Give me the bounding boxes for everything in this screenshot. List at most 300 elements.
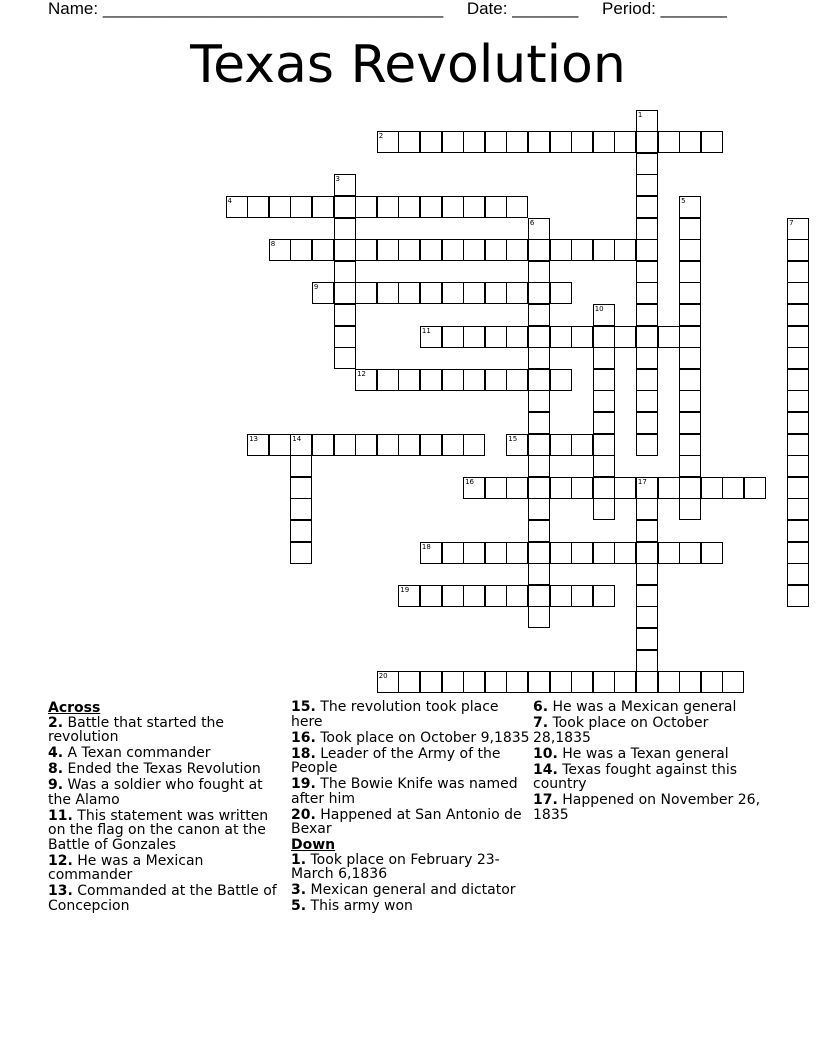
grid-cell[interactable] (679, 239, 701, 261)
grid-cell[interactable] (679, 304, 701, 326)
grid-cell[interactable] (593, 390, 615, 412)
grid-cell[interactable] (528, 542, 550, 564)
grid-cell[interactable] (334, 239, 356, 261)
grid-cell[interactable] (787, 520, 809, 542)
clue-number: 18 (421, 542, 431, 551)
clue-text: Battle that started the revolution (48, 714, 225, 745)
across-clue (291, 731, 531, 746)
clue-text: Took place on February 23- March 6,1836 (291, 851, 500, 882)
clue-number-label: 8. (48, 761, 64, 777)
grid-cell[interactable] (290, 542, 312, 564)
grid-cell[interactable] (312, 434, 334, 456)
grid-cell[interactable] (506, 131, 528, 153)
grid-cell[interactable] (679, 261, 701, 283)
grid-cell[interactable] (636, 650, 658, 672)
grid-cell[interactable] (744, 477, 766, 499)
grid-cell[interactable] (636, 282, 658, 304)
clue-column-3 (533, 700, 768, 824)
grid-cell[interactable] (571, 542, 593, 564)
grid-cell[interactable] (636, 369, 658, 391)
grid-cell[interactable] (355, 282, 377, 304)
grid-cell[interactable] (787, 390, 809, 412)
grid-cell[interactable] (722, 477, 744, 499)
grid-cell[interactable] (593, 412, 615, 434)
grid-cell[interactable] (506, 196, 528, 218)
grid-cell[interactable] (290, 520, 312, 542)
clue-number: 3 (335, 175, 340, 184)
clue-number-label: 13. (48, 883, 73, 899)
grid-cell[interactable] (528, 304, 550, 326)
grid-cell[interactable] (442, 239, 464, 261)
grid-cell[interactable] (290, 434, 312, 456)
grid-cell[interactable] (593, 239, 615, 261)
grid-cell[interactable] (528, 412, 550, 434)
grid-cell[interactable] (636, 239, 658, 261)
grid-cell[interactable] (463, 239, 485, 261)
down-heading: Down (291, 837, 336, 853)
grid-cell[interactable] (636, 628, 658, 650)
grid-cell[interactable] (636, 390, 658, 412)
name-blank[interactable]: ____________________________________ (102, 0, 444, 18)
grid-cell[interactable] (787, 218, 809, 240)
grid-cell[interactable] (614, 477, 636, 499)
grid-cell[interactable] (593, 369, 615, 391)
grid-cell[interactable] (463, 369, 485, 391)
clue-text: This statement was written on the flag on the canon at the Battle of Gonzales (48, 807, 269, 853)
grid-cell[interactable] (398, 369, 420, 391)
grid-cell[interactable] (377, 369, 399, 391)
grid-cell[interactable] (636, 606, 658, 628)
grid-cell[interactable] (593, 477, 615, 499)
grid-cell[interactable] (334, 326, 356, 348)
clue-number: 1 (637, 110, 643, 119)
grid-cell[interactable] (614, 671, 636, 693)
clue-number: 13 (249, 434, 259, 443)
grid-cell[interactable] (679, 498, 701, 520)
grid-cell[interactable] (787, 412, 809, 434)
grid-cell[interactable] (550, 434, 572, 456)
down-clue (291, 883, 531, 898)
grid-cell[interactable] (636, 347, 658, 369)
grid-cell[interactable] (636, 434, 658, 456)
clue-number-label: 5. (291, 898, 307, 914)
grid-cell[interactable] (398, 434, 420, 456)
grid-cell[interactable] (550, 282, 572, 304)
grid-cell[interactable] (528, 239, 550, 261)
grid-cell[interactable] (571, 239, 593, 261)
grid-cell[interactable] (528, 477, 550, 499)
clue-text: The Bowie Knife was named after him (291, 776, 518, 807)
clue-number-label: 4. (48, 745, 64, 761)
grid-cell[interactable] (334, 218, 356, 240)
grid-cell[interactable] (787, 347, 809, 369)
clue-number-label: 7. (533, 715, 549, 731)
grid-cell[interactable] (636, 520, 658, 542)
grid-cell[interactable] (506, 369, 528, 391)
clue-text: The revolution took place here (291, 699, 499, 730)
grid-cell[interactable] (614, 131, 636, 153)
grid-cell[interactable] (787, 304, 809, 326)
clue-number: 16 (465, 477, 475, 486)
grid-cell[interactable] (463, 131, 485, 153)
grid-cell[interactable] (658, 542, 680, 564)
grid-cell[interactable] (636, 304, 658, 326)
grid-cell[interactable] (614, 542, 636, 564)
grid-cell[interactable] (593, 671, 615, 693)
grid-cell[interactable] (550, 542, 572, 564)
grid-cell[interactable] (550, 326, 572, 348)
clue-text: Was a soldier who fought at the Alamo (48, 777, 263, 808)
down-clue (533, 793, 768, 822)
grid-cell[interactable] (550, 585, 572, 607)
grid-cell[interactable] (506, 282, 528, 304)
grid-cell[interactable] (442, 671, 464, 693)
grid-cell[interactable] (550, 239, 572, 261)
clue-text: Happened at San Antonio de Bexar (291, 806, 522, 837)
grid-cell[interactable] (247, 196, 269, 218)
grid-cell[interactable] (658, 131, 680, 153)
grid-cell[interactable] (334, 261, 356, 283)
grid-cell[interactable] (787, 585, 809, 607)
grid-cell[interactable] (247, 434, 269, 456)
grid-cell[interactable] (636, 174, 658, 196)
grid-cell[interactable] (398, 585, 420, 607)
grid-cell[interactable] (636, 412, 658, 434)
grid-cell[interactable] (506, 542, 528, 564)
grid-cell[interactable] (442, 196, 464, 218)
grid-cell[interactable] (355, 239, 377, 261)
clue-number: 6 (529, 218, 535, 227)
grid-cell[interactable] (420, 326, 442, 348)
grid-cell[interactable] (334, 282, 356, 304)
grid-cell[interactable] (269, 239, 291, 261)
grid-cell[interactable] (485, 239, 507, 261)
grid-cell[interactable] (679, 671, 701, 693)
grid-cell[interactable] (420, 542, 442, 564)
grid-cell[interactable] (485, 671, 507, 693)
grid-cell[interactable] (636, 326, 658, 348)
grid-cell[interactable] (787, 563, 809, 585)
grid-cell[interactable] (463, 477, 485, 499)
down-clue (533, 700, 768, 715)
grid-cell[interactable] (355, 196, 377, 218)
grid-cell[interactable] (442, 282, 464, 304)
grid-cell[interactable] (226, 196, 248, 218)
grid-cell[interactable] (550, 369, 572, 391)
grid-cell[interactable] (528, 326, 550, 348)
grid-cell[interactable] (787, 369, 809, 391)
clue-text: He was a Mexican general (548, 699, 737, 715)
clue-number: 9 (313, 283, 319, 292)
grid-cell[interactable] (506, 477, 528, 499)
grid-cell[interactable] (506, 434, 528, 456)
across-clue (48, 762, 288, 777)
across-clue (48, 884, 288, 913)
grid-cell[interactable] (614, 326, 636, 348)
grid-cell[interactable] (636, 542, 658, 564)
grid-cell[interactable] (636, 585, 658, 607)
grid-cell[interactable] (787, 282, 809, 304)
grid-cell[interactable] (679, 542, 701, 564)
grid-cell[interactable] (463, 434, 485, 456)
clue-number: 20 (378, 672, 388, 681)
grid-cell[interactable] (290, 239, 312, 261)
grid-cell[interactable] (442, 326, 464, 348)
grid-cell[interactable] (290, 455, 312, 477)
grid-cell[interactable] (528, 347, 550, 369)
grid-cell[interactable] (636, 671, 658, 693)
grid-cell[interactable] (290, 498, 312, 520)
grid-cell[interactable] (528, 498, 550, 520)
grid-cell[interactable] (787, 542, 809, 564)
grid-cell[interactable] (593, 326, 615, 348)
clue-number-label: 15. (291, 699, 316, 715)
grid-cell[interactable] (463, 542, 485, 564)
grid-cell[interactable] (528, 585, 550, 607)
grid-cell[interactable] (571, 131, 593, 153)
grid-cell[interactable] (355, 369, 377, 391)
grid-cell[interactable] (334, 174, 356, 196)
grid-cell[interactable] (528, 218, 550, 240)
grid-cell[interactable] (420, 282, 442, 304)
grid-cell[interactable] (506, 326, 528, 348)
grid-cell[interactable] (679, 412, 701, 434)
grid-cell[interactable] (334, 347, 356, 369)
grid-cell[interactable] (420, 585, 442, 607)
grid-cell[interactable] (334, 304, 356, 326)
grid-cell[interactable] (463, 671, 485, 693)
grid-cell[interactable] (528, 282, 550, 304)
grid-cell[interactable] (614, 239, 636, 261)
grid-cell[interactable] (377, 434, 399, 456)
grid-cell[interactable] (528, 434, 550, 456)
grid-cell[interactable] (506, 239, 528, 261)
name-label: Name: (48, 0, 99, 18)
clue-text: This army won (306, 898, 413, 914)
grid-cell[interactable] (701, 477, 723, 499)
clue-number-label: 16. (291, 729, 316, 746)
grid-cell[interactable] (420, 434, 442, 456)
grid-cell[interactable] (636, 131, 658, 153)
grid-cell[interactable] (442, 131, 464, 153)
grid-cell[interactable] (571, 477, 593, 499)
grid-cell[interactable] (528, 563, 550, 585)
grid-cell[interactable] (442, 369, 464, 391)
grid-cell[interactable] (398, 131, 420, 153)
clue-number: 19 (400, 585, 410, 594)
grid-cell[interactable] (355, 434, 377, 456)
grid-cell[interactable] (290, 196, 312, 218)
grid-cell[interactable] (377, 282, 399, 304)
grid-cell[interactable] (485, 542, 507, 564)
grid-cell[interactable] (636, 477, 658, 499)
grid-cell[interactable] (701, 131, 723, 153)
grid-cell[interactable] (442, 542, 464, 564)
grid-cell[interactable] (679, 326, 701, 348)
grid-cell[interactable] (528, 369, 550, 391)
period-label: Period: (602, 0, 656, 18)
grid-cell[interactable] (528, 520, 550, 542)
down-clue (533, 763, 768, 792)
grid-cell[interactable] (420, 369, 442, 391)
grid-cell[interactable] (485, 326, 507, 348)
grid-cell[interactable] (528, 671, 550, 693)
clue-number: 4 (227, 196, 232, 205)
down-clue (533, 747, 768, 762)
grid-cell[interactable] (593, 131, 615, 153)
clue-number-label: 19. (291, 776, 316, 792)
grid-cell[interactable] (636, 218, 658, 240)
grid-cell[interactable] (593, 585, 615, 607)
grid-cell[interactable] (442, 585, 464, 607)
grid-cell[interactable] (420, 131, 442, 153)
clue-number: 8 (270, 240, 276, 249)
grid-cell[interactable] (787, 455, 809, 477)
clue-number: 14 (292, 434, 302, 443)
grid-cell[interactable] (420, 671, 442, 693)
grid-cell[interactable] (506, 671, 528, 693)
grid-cell[interactable] (636, 196, 658, 218)
period-blank[interactable]: _______ (660, 0, 727, 18)
grid-cell[interactable] (593, 498, 615, 520)
grid-cell[interactable] (787, 498, 809, 520)
page-title: Texas Revolution (190, 35, 626, 95)
grid-cell[interactable] (377, 131, 399, 153)
clue-number-label: 18. (291, 745, 316, 762)
grid-cell[interactable] (571, 326, 593, 348)
across-clue (291, 747, 531, 776)
grid-cell[interactable] (528, 390, 550, 412)
grid-cell[interactable] (550, 477, 572, 499)
grid-cell[interactable] (312, 282, 334, 304)
date-blank[interactable]: _______ (512, 0, 579, 18)
grid-cell[interactable] (679, 390, 701, 412)
grid-cell[interactable] (679, 434, 701, 456)
grid-cell[interactable] (398, 282, 420, 304)
grid-cell[interactable] (679, 218, 701, 240)
grid-cell[interactable] (398, 239, 420, 261)
grid-cell[interactable] (528, 606, 550, 628)
grid-cell[interactable] (571, 434, 593, 456)
grid-cell[interactable] (485, 585, 507, 607)
clue-text: Took place on October 9,1835 (315, 729, 530, 746)
grid-cell[interactable] (420, 239, 442, 261)
grid-cell[interactable] (269, 196, 291, 218)
grid-cell[interactable] (398, 671, 420, 693)
down-clue (533, 716, 768, 745)
clue-text: He was a Texan general (557, 745, 729, 762)
grid-cell[interactable] (571, 585, 593, 607)
grid-cell[interactable] (658, 477, 680, 499)
grid-cell[interactable] (636, 153, 658, 175)
grid-cell[interactable] (377, 239, 399, 261)
grid-cell[interactable] (679, 369, 701, 391)
grid-cell[interactable] (658, 326, 680, 348)
grid-cell[interactable] (485, 477, 507, 499)
grid-cell[interactable] (528, 131, 550, 153)
clue-number: 7 (789, 218, 794, 227)
grid-cell[interactable] (334, 196, 356, 218)
grid-cell[interactable] (787, 261, 809, 283)
clue-number: 10 (594, 304, 604, 313)
grid-cell[interactable] (636, 498, 658, 520)
grid-cell[interactable] (787, 434, 809, 456)
grid-cell[interactable] (679, 282, 701, 304)
clue-text: He was a Mexican commander (48, 852, 204, 883)
grid-cell[interactable] (679, 477, 701, 499)
grid-cell[interactable] (485, 196, 507, 218)
grid-cell[interactable] (377, 196, 399, 218)
grid-cell[interactable] (334, 434, 356, 456)
grid-cell[interactable] (485, 131, 507, 153)
grid-cell[interactable] (679, 196, 701, 218)
grid-cell[interactable] (269, 434, 291, 456)
grid-cell[interactable] (593, 455, 615, 477)
grid-cell[interactable] (420, 196, 442, 218)
grid-cell[interactable] (658, 671, 680, 693)
grid-cell[interactable] (636, 110, 658, 132)
clue-column-2 (291, 700, 531, 915)
clue-text: Mexican general and dictator (306, 882, 516, 898)
grid-cell[interactable] (593, 347, 615, 369)
clue-number: 11 (421, 326, 431, 335)
grid-cell[interactable] (398, 196, 420, 218)
grid-cell[interactable] (550, 671, 572, 693)
clue-number: 17 (637, 477, 647, 486)
grid-cell[interactable] (679, 347, 701, 369)
grid-cell[interactable] (290, 477, 312, 499)
grid-cell[interactable] (463, 282, 485, 304)
grid-cell[interactable] (679, 455, 701, 477)
across-heading: Across (48, 700, 101, 716)
clue-text: A Texan commander (63, 745, 211, 761)
grid-cell[interactable] (506, 585, 528, 607)
grid-cell[interactable] (463, 326, 485, 348)
grid-cell[interactable] (636, 563, 658, 585)
grid-cell[interactable] (485, 282, 507, 304)
grid-cell[interactable] (463, 585, 485, 607)
grid-cell[interactable] (312, 196, 334, 218)
grid-cell[interactable] (571, 671, 593, 693)
grid-cell[interactable] (550, 131, 572, 153)
grid-cell[interactable] (485, 369, 507, 391)
clue-number-label: 12. (48, 852, 73, 869)
grid-cell[interactable] (636, 261, 658, 283)
grid-cell[interactable] (679, 131, 701, 153)
grid-cell[interactable] (701, 542, 723, 564)
grid-cell[interactable] (722, 671, 744, 693)
grid-cell[interactable] (593, 304, 615, 326)
grid-cell[interactable] (377, 671, 399, 693)
clue-text: Took place on October 28,1835 (533, 715, 709, 746)
grid-cell[interactable] (312, 239, 334, 261)
clue-number-label: 1. (291, 851, 307, 868)
grid-cell[interactable] (593, 434, 615, 456)
down-clue (291, 899, 531, 914)
grid-cell[interactable] (787, 477, 809, 499)
grid-cell[interactable] (701, 671, 723, 693)
across-clue (48, 809, 288, 853)
across-clue (48, 778, 288, 807)
grid-cell[interactable] (593, 542, 615, 564)
grid-cell[interactable] (787, 326, 809, 348)
grid-cell[interactable] (442, 434, 464, 456)
grid-cell[interactable] (463, 196, 485, 218)
grid-cell[interactable] (787, 239, 809, 261)
grid-cell[interactable] (528, 455, 550, 477)
clue-number-label: 10. (533, 745, 558, 762)
grid-cell[interactable] (528, 261, 550, 283)
